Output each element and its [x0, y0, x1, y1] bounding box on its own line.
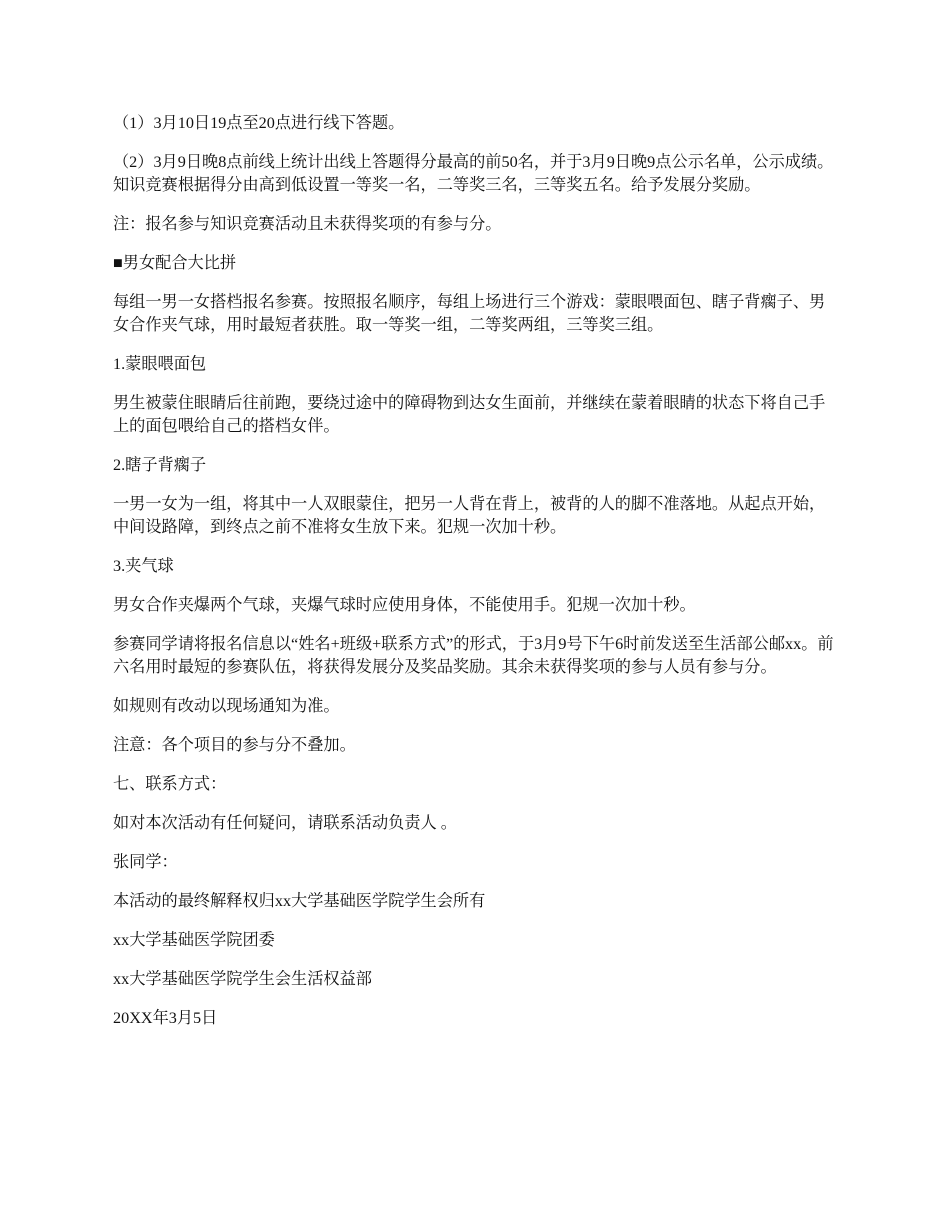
organizer-league-committee: xx大学基础医学院团委 — [113, 931, 275, 949]
paragraph-online-quiz-results: （2）3月9日晚8点前线上统计出线上答题得分最高的前50名，并于3月9日晚9点公示名单，公示成绩。知识竞赛根据得分由高到低设置一等奖一名，二等奖三名，三等奖五名。给予发展分奖励。 — [113, 153, 834, 194]
contact-person: 张同学： — [113, 853, 178, 871]
paragraph-couple-contest-rules: 每组一男一女搭档报名参赛。按照报名顺序，每组上场进行三个游戏：蒙眼喂面包、瞎子背瘸子、男女合作夹气球，用时最短者获胜。取一等奖一组，二等奖两组，三等奖三组。 — [113, 293, 826, 334]
game-heading-piggyback: 2.瞎子背瘸子 — [113, 456, 207, 474]
paragraph-offline-quiz: （1）3月10日19点至20点进行线下答题。 — [113, 114, 405, 132]
section-heading-couple-contest: ■男女配合大比拼 — [113, 254, 237, 272]
section-heading-contact: 七、联系方式： — [113, 775, 227, 793]
document-page — [113, 112, 841, 1046]
paragraph-piggyback-rules: 一男一女为一组，将其中一人双眼蒙住，把另一人背在背上，被背的人的脚不准落地。从起点开始，中间设路障，到终点之前不准将女生放下来。犯规一次加十秒。 — [113, 495, 826, 536]
game-heading-balloon: 3.夹气球 — [113, 557, 174, 575]
game-heading-blindfold-bread: 1.蒙眼喂面包 — [113, 355, 207, 373]
paragraph-balloon-rules: 男女合作夹爆两个气球，夹爆气球时应使用身体，不能使用手。犯规一次加十秒。 — [113, 596, 696, 614]
organizer-student-union: xx大学基础医学院学生会生活权益部 — [113, 970, 372, 988]
paragraph-interpretation-rights: 本活动的最终解释权归xx大学基础医学院学生会所有 — [113, 892, 486, 910]
paragraph-rule-change-note: 如规则有改动以现场通知为准。 — [113, 697, 340, 715]
document-date: 20XX年3月5日 — [113, 1009, 218, 1027]
paragraph-blindfold-bread-rules: 男生被蒙住眼睛后往前跑，要绕过途中的障碍物到达女生面前，并继续在蒙着眼睛的状态下将自己手上的面包喂给自己的搭档女伴。 — [113, 394, 826, 435]
paragraph-registration-info: 参赛同学请将报名信息以“姓名+班级+联系方式”的形式，于3月9号下午6时前发送至生活部公邮xx。前六名用时最短的参赛队伍，将获得发展分及奖品奖励。其余未获得奖项的参与人员有参与分。 — [113, 635, 834, 676]
paragraph-quiz-note: 注：报名参与知识竞赛活动且未获得奖项的有参与分。 — [113, 215, 502, 233]
paragraph-contact-info: 如对本次活动有任何疑问，请联系活动负责人 。 — [113, 814, 457, 832]
paragraph-participation-note: 注意：各个项目的参与分不叠加。 — [113, 736, 356, 754]
